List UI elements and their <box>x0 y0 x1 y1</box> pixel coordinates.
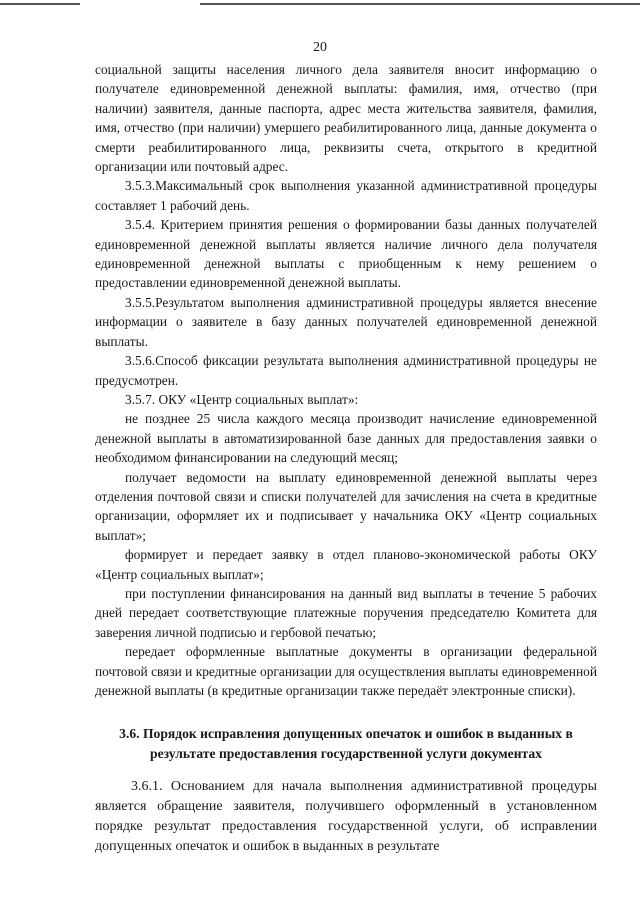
paragraph-3-6-1: 3.6.1. Основанием для начала выполнения административной процедуры является обращение заявителя, получившего оформленный в установленном порядке результат предоставления государственной услуги, об исправлении допущенных опечаток и ошибок в выданных в результате <box>95 779 597 855</box>
scan-top-line-left <box>0 3 80 5</box>
paragraph-3-5-7: 3.5.7. ОКУ «Центр социальных выплат»: <box>125 391 359 407</box>
section-gap <box>95 700 597 724</box>
page-number: 20 <box>313 40 327 55</box>
section-heading-3-6: 3.6. Порядок исправления допущенных опечаток и ошибок в выданных в результате предоставления государственной услуги документах <box>119 726 573 761</box>
paragraph-3-5-5: 3.5.5.Результатом выполнения административной процедуры является внесение информации о заявителе в базу данных получателей единовременной денежной выплаты. <box>95 294 597 349</box>
document-body <box>95 60 597 857</box>
heading-gap <box>95 763 597 777</box>
list-item-funding: при поступлении финансирования на данный вид выплаты в течение 5 рабочих дней передает соответствующие платежные поручения председателю Комитета для заверения личной подписью и гербовой печатью; <box>95 585 597 640</box>
list-item-forms-request: формирует и передает заявку в отдел планово-экономической работы ОКУ «Центр социальных выплат»; <box>95 547 597 582</box>
paragraph-3-5-6: 3.5.6.Способ фиксации результата выполнения административной процедуры не предусмотрен. <box>95 353 597 388</box>
scan-top-line-right <box>200 3 640 5</box>
paragraph-3-5-3: 3.5.3.Максимальный срок выполнения указанной административной процедуры составляет 1 рабочий день. <box>95 178 597 213</box>
list-item-receives-statements: получает ведомости на выплату единовременной денежной выплаты через отделения почтовой связи и списки получателей для зачисления на счета в кредитные организации, оформляет их и подписывает у начальника ОКУ «Центр социальных выплат»; <box>95 469 597 543</box>
list-item-transfers-documents: передает оформленные выплатные документы в организации федеральной почтовой связи и кредитные организации для осуществления выплаты единовременной денежной выплаты (в кредитные организации также передаёт электронные списки). <box>95 644 597 698</box>
paragraph-3-5-4: 3.5.4. Критерием принятия решения о формировании базы данных получателей единовременной денежной выплаты является наличие личного дела получателя единовременной денежной выплаты с приобщенным к нему решением о предоставлении единовременной денежной выплаты. <box>95 217 597 291</box>
list-item-accrual: не позднее 25 числа каждого месяца производит начисление единовременной денежной выплаты в автоматизированной базе данных для предоставления заявки о необходимом финансировании на следующий месяц; <box>95 411 597 466</box>
paragraph-continuation: социальной защиты населения личного дела заявителя вносит информацию о получателе единовременной денежной выплаты: фамилия, имя, отчество (при наличии) заявителя, данные паспорта, адрес места жительства заявителя, фамилия, имя, отчество (при наличии) умершего реабилитированного лица, данные документа о смерти реабилитированного лица, реквизиты счета, открытого в кредитной организации или почтовый адрес. <box>95 62 597 175</box>
